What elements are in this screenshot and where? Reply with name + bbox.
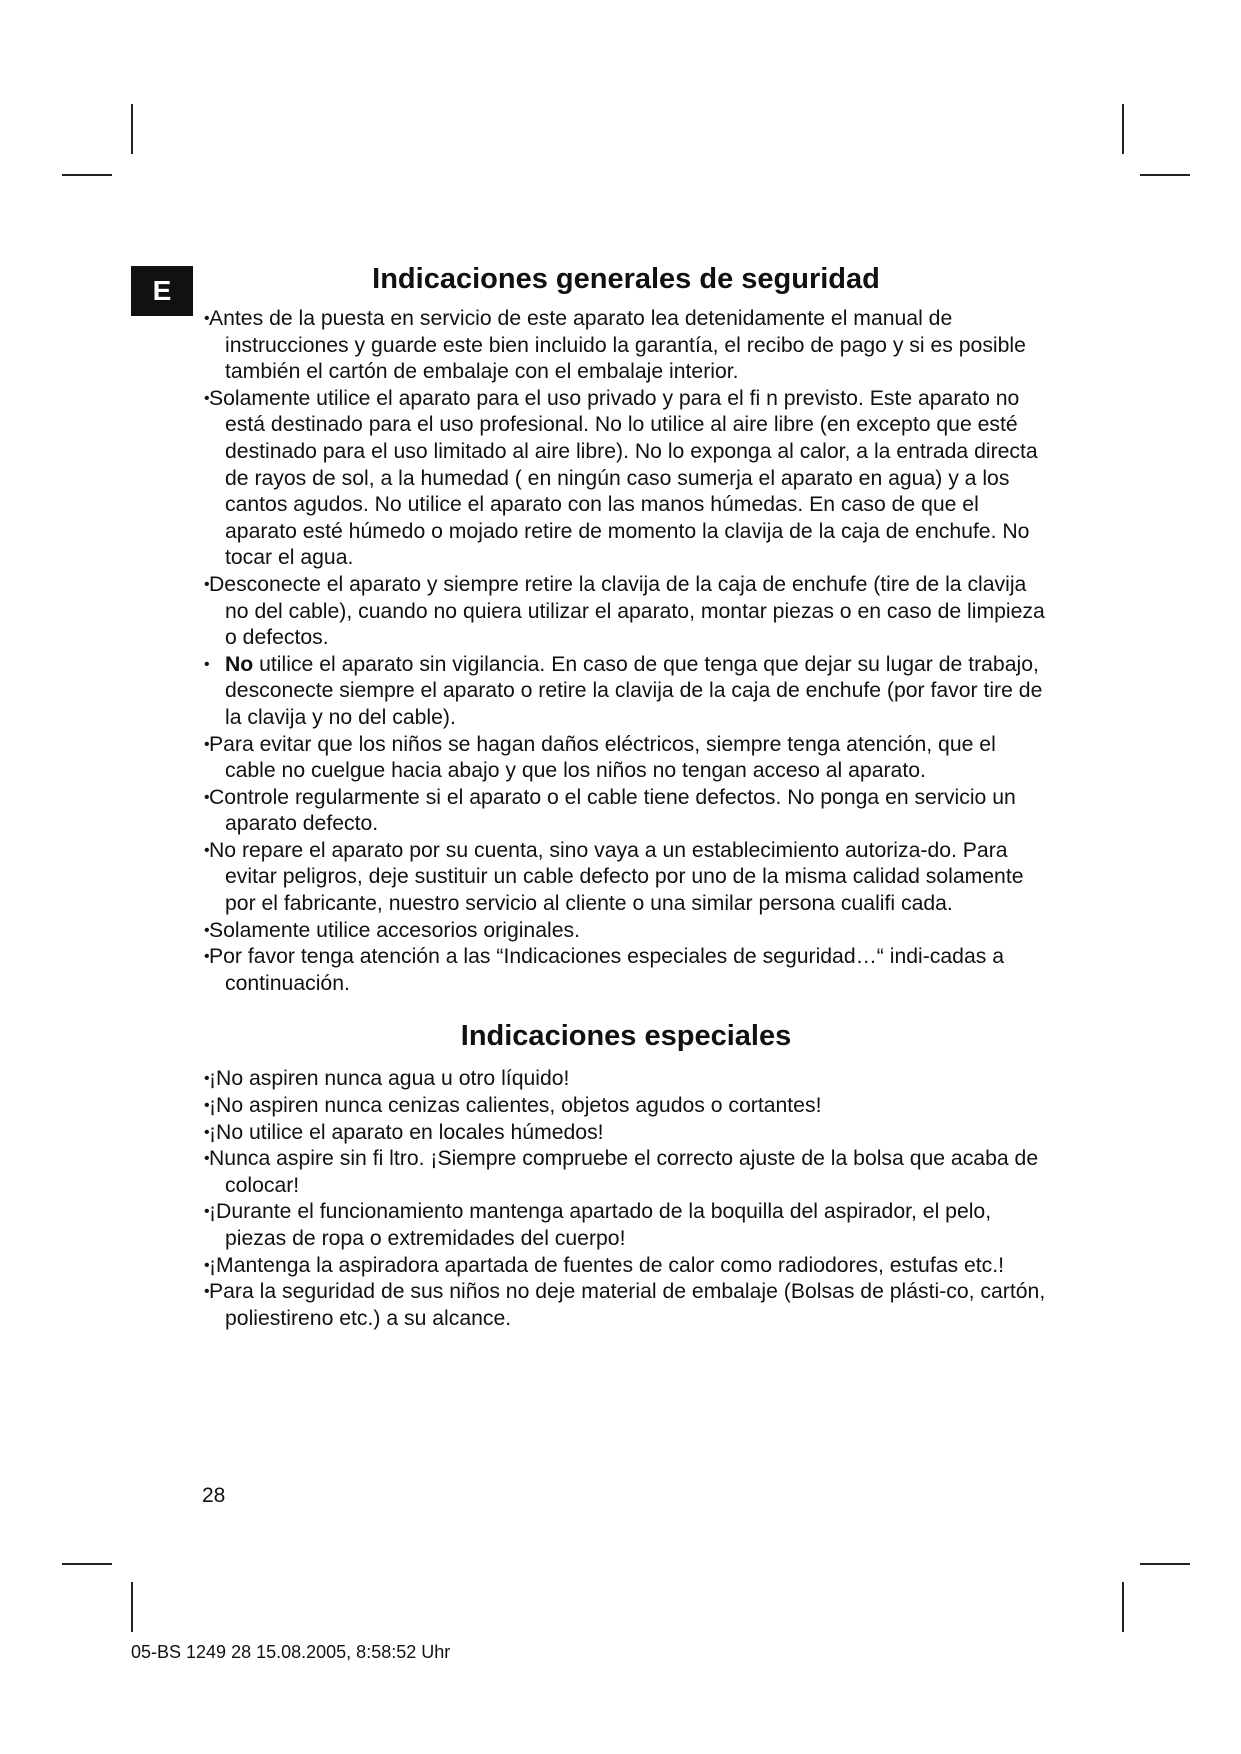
- section-title-general-safety: Indicaciones generales de seguridad: [372, 263, 880, 295]
- list-item: • ¡Mantenga la aspiradora apartada de fuentes de calor como radiodores, estufas etc.!: [200, 1253, 1052, 1280]
- list-item: • Solamente utilice el aparato para el uso privado y para el fi n previsto. Este aparato no está destinado para el uso profesional. No lo utilice al aire libre (en excepto que esté destinado para el uso limitado al aire libre). No lo exponga al calor, a la entrada directa de rayos de sol, a la humedad ( en ningún caso sumerja el aparato en agua) y a los cantos agudos. No utilice el aparato con las manos húmedas. En caso de que el aparato esté húmedo o mojado retire de momento la clavija de la caja de enchufe. No tocar el agua.: [200, 386, 1052, 572]
- list-item: • ¡No aspiren nunca agua u otro líquido!: [200, 1066, 1052, 1093]
- section-title-special: Indicaciones especiales: [460, 1020, 792, 1053]
- crop-mark-bottom-right-vertical: [1122, 1582, 1124, 1632]
- page-content: [200, 262, 1052, 1332]
- crop-mark-bottom-right-horizontal: [1140, 1563, 1190, 1565]
- list-item: • Controle regularmente si el aparato o el cable tiene defectos. No ponga en servicio un aparato defecto.: [200, 785, 1052, 838]
- list-item-text: utilice el aparato sin vigilancia. En caso de que tenga que dejar su lugar de trabajo, desconecte siempre el aparato o retire la clavija de la caja de enchufe (por favor tire de la clavija y no del cable).: [225, 652, 1043, 729]
- list-item-no-supervision: [200, 652, 1052, 732]
- list-item: • Desconecte el aparato y siempre retire la clavija de la caja de enchufe (tire de la clavija no del cable), cuando no quiera utilizar el aparato, montar piezas o en caso de limpieza o defectos.: [200, 572, 1052, 652]
- list-item: • Para evitar que los niños se hagan daños eléctricos, siempre tenga atención, que el cable no cuelgue hacia abajo y que los niños no tengan acceso al aparato.: [200, 732, 1052, 785]
- print-footer: 05-BS 1249 28 15.08.2005, 8:58:52 Uhr: [131, 1642, 451, 1662]
- list-item: • ¡No utilice el aparato en locales húmedos!: [200, 1120, 1052, 1147]
- page-number: 28: [202, 1484, 226, 1507]
- general-safety-list: [200, 306, 1052, 997]
- emphasis-no: No: [225, 652, 254, 676]
- language-tab: E: [131, 266, 193, 316]
- list-item: • ¡No aspiren nunca cenizas calientes, objetos agudos o cortantes!: [200, 1093, 1052, 1120]
- crop-mark-top-right-vertical: [1122, 104, 1124, 154]
- crop-mark-top-left-vertical: [131, 104, 133, 154]
- list-item: • Por favor tenga atención a las “Indicaciones especiales de seguridad…“ indi-cadas a continuación.: [200, 944, 1052, 997]
- list-item: • ¡Durante el funcionamiento mantenga apartado de la boquilla del aspirador, el pelo, piezas de ropa o extremidades del cuerpo!: [200, 1199, 1052, 1252]
- crop-mark-bottom-left-horizontal: [62, 1563, 112, 1565]
- list-item: • No repare el aparato por su cuenta, sino vaya a un establecimiento autoriza-do. Para evitar peligros, deje sustituir un cable defecto por uno de la misma calidad solamente por el fabricante, nuestro servicio al cliente o una similar persona cualifi cada.: [200, 838, 1052, 918]
- special-safety-list: [200, 1066, 1052, 1332]
- crop-mark-top-left-horizontal: [62, 174, 112, 176]
- list-item: • Antes de la puesta en servicio de este aparato lea detenidamente el manual de instrucciones y guarde este bien incluido la garantía, el recibo de pago y si es posible también el cartón de embalaje con el embalaje interior.: [200, 306, 1052, 386]
- crop-mark-top-right-horizontal: [1140, 174, 1190, 176]
- list-item: • Nunca aspire sin fi ltro. ¡Siempre compruebe el correcto ajuste de la bolsa que acaba de colocar!: [200, 1146, 1052, 1199]
- crop-mark-bottom-left-vertical: [131, 1582, 133, 1632]
- list-item: • Solamente utilice accesorios originales.: [200, 918, 1052, 945]
- list-item: • Para la seguridad de sus niños no deje material de embalaje (Bolsas de plásti-co, cartón, poliestireno etc.) a su alcance.: [200, 1279, 1052, 1332]
